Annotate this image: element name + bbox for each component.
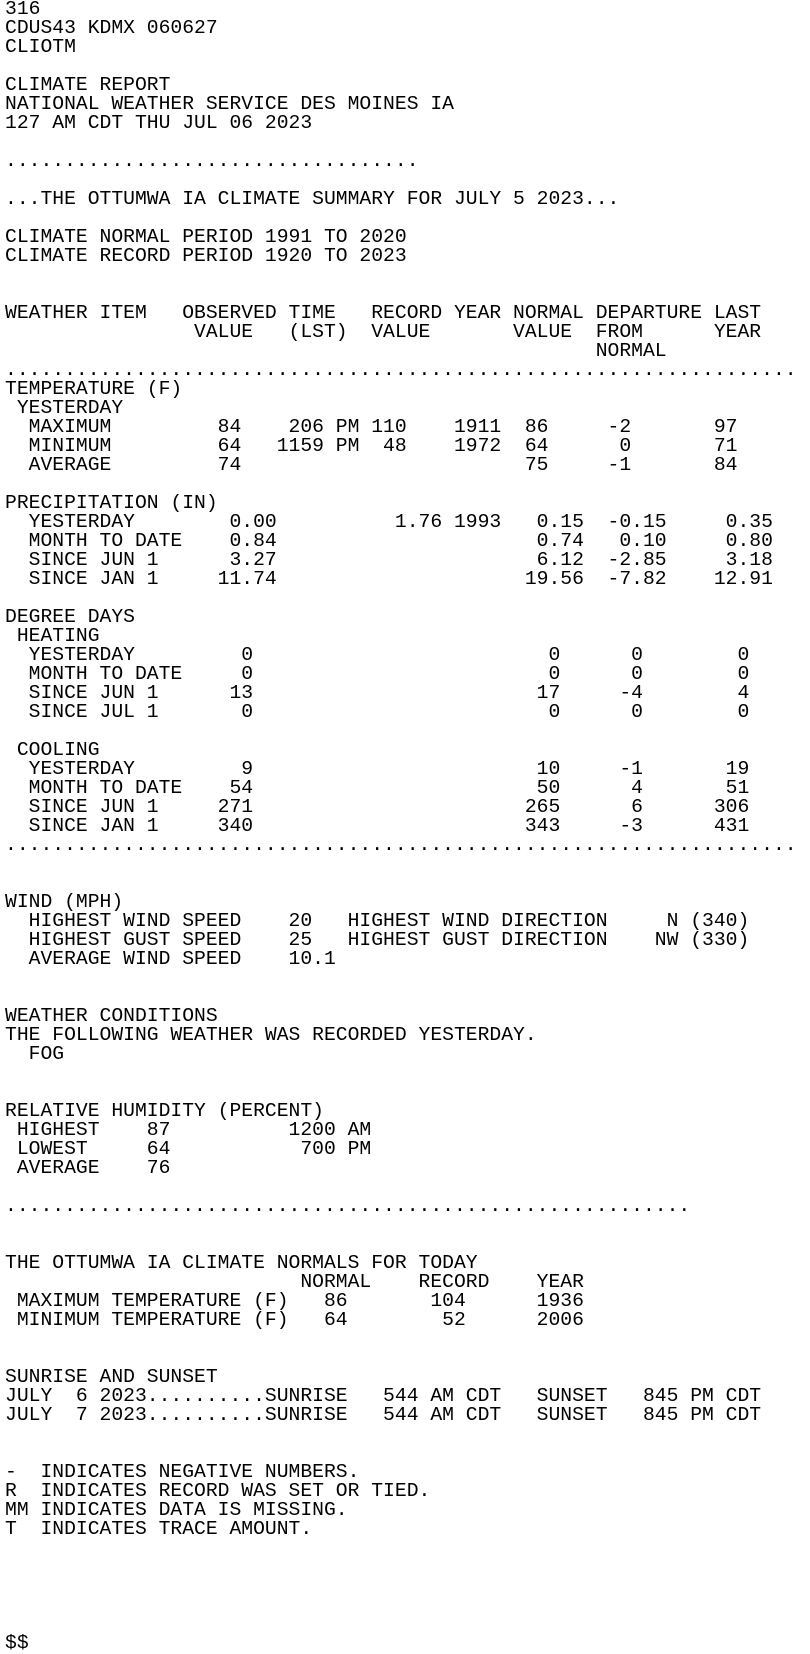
report-line [5,1577,810,1596]
report-line: $$ [5,1632,29,1654]
report-line [5,855,810,874]
report-line: HIGHEST WIND SPEED 20 HIGHEST WIND DIRECTION N (340) [5,910,750,932]
report-line [5,1539,810,1558]
report-line: ...THE OTTUMWA IA CLIMATE SUMMARY FOR JULY 5 2023... [5,188,620,210]
report-line [5,1216,810,1235]
report-line: MINIMUM 64 1159 PM 48 1972 64 0 71 [5,435,738,457]
report-line: MONTH TO DATE 54 50 4 51 [5,777,750,799]
report-line [5,874,810,893]
report-line: SUNRISE AND SUNSET [5,1366,218,1388]
report-line: ................................................................... [5,834,797,856]
report-line: .......................................................... [5,1195,691,1217]
report-line: R INDICATES RECORD WAS SET OR TIED. [5,1480,431,1502]
report-line: 127 AM CDT THU JUL 06 2023 [5,112,313,134]
report-line: RELATIVE HUMIDITY (PERCENT) [5,1100,324,1122]
report-line: HEATING [5,625,100,647]
report-line: AVERAGE WIND SPEED 10.1 [5,948,336,970]
report-line: MONTH TO DATE 0.84 0.74 0.10 0.80 [5,530,773,552]
report-line [5,1596,810,1615]
report-line: CLIMATE REPORT [5,74,171,96]
report-line: PRECIPITATION (IN) [5,492,218,514]
report-line: MM INDICATES DATA IS MISSING. [5,1499,348,1521]
report-line: CLIOTM [5,36,76,58]
report-line: SINCE JUN 1 3.27 6.12 -2.85 3.18 [5,549,773,571]
report-line: CLIMATE RECORD PERIOD 1920 TO 2023 [5,245,407,267]
report-line: WIND (MPH) [5,891,124,913]
report-line [5,722,810,741]
report-line: MAXIMUM 84 206 PM 110 1911 86 -2 97 [5,416,738,438]
report-line: WEATHER ITEM OBSERVED TIME RECORD YEAR NORMAL DEPARTURE LAST [5,302,762,324]
report-line: YESTERDAY 9 10 -1 19 [5,758,750,780]
report-line [5,1615,810,1634]
report-line: MONTH TO DATE 0 0 0 0 [5,663,750,685]
report-line [5,1064,810,1083]
report-line: YESTERDAY 0 0 0 0 [5,644,750,666]
report-line: WEATHER CONDITIONS [5,1005,218,1027]
report-line: ................................................................... [5,359,797,381]
report-line: JULY 7 2023..........SUNRISE 544 AM CDT SUNSET 845 PM CDT [5,1404,762,1426]
report-line [5,1425,810,1444]
report-line: JULY 6 2023..........SUNRISE 544 AM CDT SUNSET 845 PM CDT [5,1385,762,1407]
report-line: AVERAGE 76 [5,1157,171,1179]
report-line: HIGHEST GUST SPEED 25 HIGHEST GUST DIRECTION NW (330) [5,929,750,951]
report-line: YESTERDAY [5,397,124,419]
report-line [5,969,810,988]
report-line: ................................... [5,150,419,172]
report-line: CDUS43 KDMX 060627 [5,17,218,39]
report-line: VALUE (LST) VALUE VALUE FROM YEAR [5,321,762,343]
report-line: TEMPERATURE (F) [5,378,183,400]
report-line: CLIMATE NORMAL PERIOD 1991 TO 2020 [5,226,407,248]
report-line: FOG [5,1043,65,1065]
report-line: NORMAL RECORD YEAR [5,1271,584,1293]
report-line [5,1330,810,1349]
report-line: NATIONAL WEATHER SERVICE DES MOINES IA [5,93,454,115]
report-line: 316 [5,0,41,20]
report-line: HIGHEST 87 1200 AM [5,1119,372,1141]
report-line [5,1558,810,1577]
report-line: - INDICATES NEGATIVE NUMBERS. [5,1461,360,1483]
report-line: SINCE JAN 1 11.74 19.56 -7.82 12.91 [5,568,773,590]
report-line: SINCE JAN 1 340 343 -3 431 [5,815,750,837]
report-line: SINCE JUN 1 13 17 -4 4 [5,682,750,704]
report-line [5,266,810,285]
report-line: YESTERDAY 0.00 1.76 1993 0.15 -0.15 0.35 [5,511,773,533]
report-line: MAXIMUM TEMPERATURE (F) 86 104 1936 [5,1290,584,1312]
report-line: LOWEST 64 700 PM [5,1138,372,1160]
report-line: SINCE JUL 1 0 0 0 0 [5,701,750,723]
report-line: COOLING [5,739,100,761]
report-line: T INDICATES TRACE AMOUNT. [5,1518,313,1540]
report-line: THE FOLLOWING WEATHER WAS RECORDED YESTERDAY. [5,1024,537,1046]
report-line: AVERAGE 74 75 -1 84 [5,454,738,476]
report-line: NORMAL [5,340,667,362]
report-line: DEGREE DAYS [5,606,135,628]
report-line: THE OTTUMWA IA CLIMATE NORMALS FOR TODAY [5,1252,478,1274]
report-line: MINIMUM TEMPERATURE (F) 64 52 2006 [5,1309,584,1331]
report-line: SINCE JUN 1 271 265 6 306 [5,796,750,818]
